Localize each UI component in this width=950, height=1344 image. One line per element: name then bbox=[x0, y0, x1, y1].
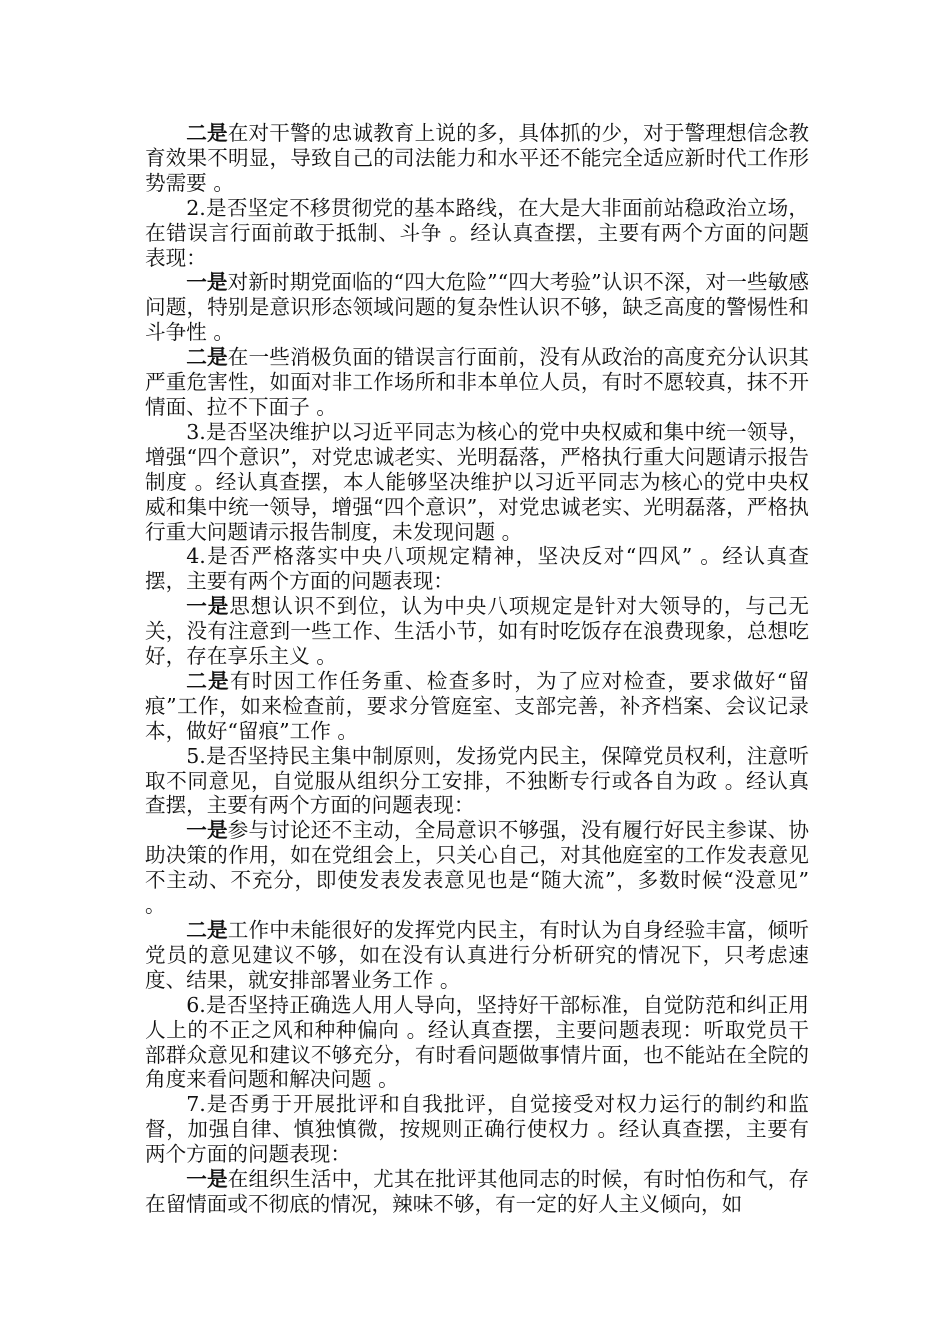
paragraph bbox=[145, 669, 809, 744]
paragraph-lead: 二是 bbox=[186, 668, 230, 693]
paragraph bbox=[145, 544, 809, 594]
paragraph bbox=[145, 1092, 809, 1167]
paragraph-text: 7.是否勇于开展批评和自我批评，自觉接受对权力运行的制约和监督，加强自律、慎独慎微，按规则正确行使权力 。经认真查摆，主要有两个方面的问题表现： bbox=[145, 1092, 809, 1167]
document-body bbox=[145, 121, 809, 1217]
paragraph-text: 2.是否坚定不移贯彻党的基本路线，在大是大非面前站稳政治立场，在错误言行面前敢于抵制、斗争 。经认真查摆，主要有两个方面的问题表现： bbox=[145, 195, 809, 270]
paragraph-text: 3.是否坚决维护以习近平同志为核心的党中央权威和集中统一领导，增强“四个意识”，对党忠诚老实、光明磊落，严格执行重大问题请示报告制度 。经认真查摆，本人能够坚决维护以习近平同志为核心的党中央权威和集中统一领导，增强“四个意识”，对党忠诚老实、光明磊落，严格执行重大问题请示报告制度，未发现问题 。 bbox=[145, 419, 809, 544]
paragraph bbox=[145, 1167, 809, 1217]
paragraph-lead: 一是 bbox=[186, 818, 228, 843]
paragraph-text: 6.是否坚持正确选人用人导向，坚持好干部标准，自觉防范和纠正用人上的不正之风和种种偏向 。经认真查摆，主要问题表现：听取党员干部群众意见和建议不够充分，有时看问题做事情片面，也不能站在全院的角度来看问题和解决问题 。 bbox=[145, 992, 809, 1092]
paragraph-text: 在对干警的忠诚教育上说的多，具体抓的少，对于警理想信念教育效果不明显，导致自己的司法能力和水平还不能完全适应新时代工作形势需要 。 bbox=[145, 121, 810, 195]
paragraph-text: 4.是否严格落实中央八项规定精神，坚决反对“四风” 。经认真查摆，主要有两个方面的问题表现： bbox=[145, 544, 809, 594]
paragraph bbox=[145, 918, 809, 993]
paragraph-text: 有时因工作任务重、检查多时，为了应对检查，要求做好“留痕”工作，如来检查前，要求分管庭室、支部完善，补齐档案、会议记录本，做好“留痕”工作 。 bbox=[145, 668, 809, 743]
paragraph-lead: 二是 bbox=[186, 918, 228, 942]
paragraph bbox=[145, 594, 809, 669]
paragraph-text: 5.是否坚持民主集中制原则，发扬党内民主，保障党员权利，注意听取不同意见，自觉服从组织分工安排，不独断专行或各自为政 。经认真查摆，主要有两个方面的问题表现： bbox=[145, 743, 809, 818]
paragraph bbox=[145, 270, 809, 345]
paragraph-text: 对新时期党面临的“四大危险”“四大考验”认识不深，对一些敏感问题，特别是意识形态领域问题的复杂性认识不够，缺乏高度的警惕性和斗争性 。 bbox=[145, 270, 809, 345]
paragraph-lead: 二是 bbox=[186, 345, 228, 370]
paragraph bbox=[145, 420, 809, 545]
paragraph-lead: 一是 bbox=[186, 1167, 228, 1192]
paragraph bbox=[145, 345, 809, 420]
paragraph bbox=[145, 744, 809, 819]
paragraph-text: 在组织生活中，尤其在批评其他同志的时候，有时怕伤和气，存在留情面或不彻底的情况，辣味不够，有一定的好人主义倾向，如 bbox=[145, 1167, 810, 1216]
paragraph-lead: 二是 bbox=[186, 121, 228, 145]
paragraph-text: 工作中未能很好的发挥党内民主，有时认为自身经验丰富，倾听党员的意见建议不够，如在没有认真进行分析研究的情况下，只考虑速度、结果，就安排部署业务工作 。 bbox=[145, 918, 810, 992]
paragraph bbox=[145, 121, 809, 196]
paragraph bbox=[145, 196, 809, 271]
paragraph-text: 参与讨论还不主动，全局意识不够强，没有履行好民主参谋、协助决策的作用，如在党组会上，只关心自己，对其他庭室的工作发表意见不主动、不充分，即使发表发表意见也是“随大流”，多数时候“没意见” 。 bbox=[145, 818, 810, 918]
paragraph-lead: 一是 bbox=[186, 594, 230, 619]
paragraph bbox=[145, 818, 809, 918]
paragraph-text: 在一些消极负面的错误言行面前，没有从政治的高度充分认识其严重危害性，如面对非工作场所和非本单位人员，有时不愿较真，抹不开情面、拉不下面子 。 bbox=[145, 345, 810, 419]
paragraph-text: 思想认识不到位，认为中央八项规定是针对大领导的，与己无关，没有注意到一些工作、生活小节，如有时吃饭存在浪费现象，总想吃好，存在享乐主义 。 bbox=[145, 594, 809, 669]
paragraph-lead: 一是 bbox=[186, 270, 228, 295]
paragraph bbox=[145, 993, 809, 1093]
